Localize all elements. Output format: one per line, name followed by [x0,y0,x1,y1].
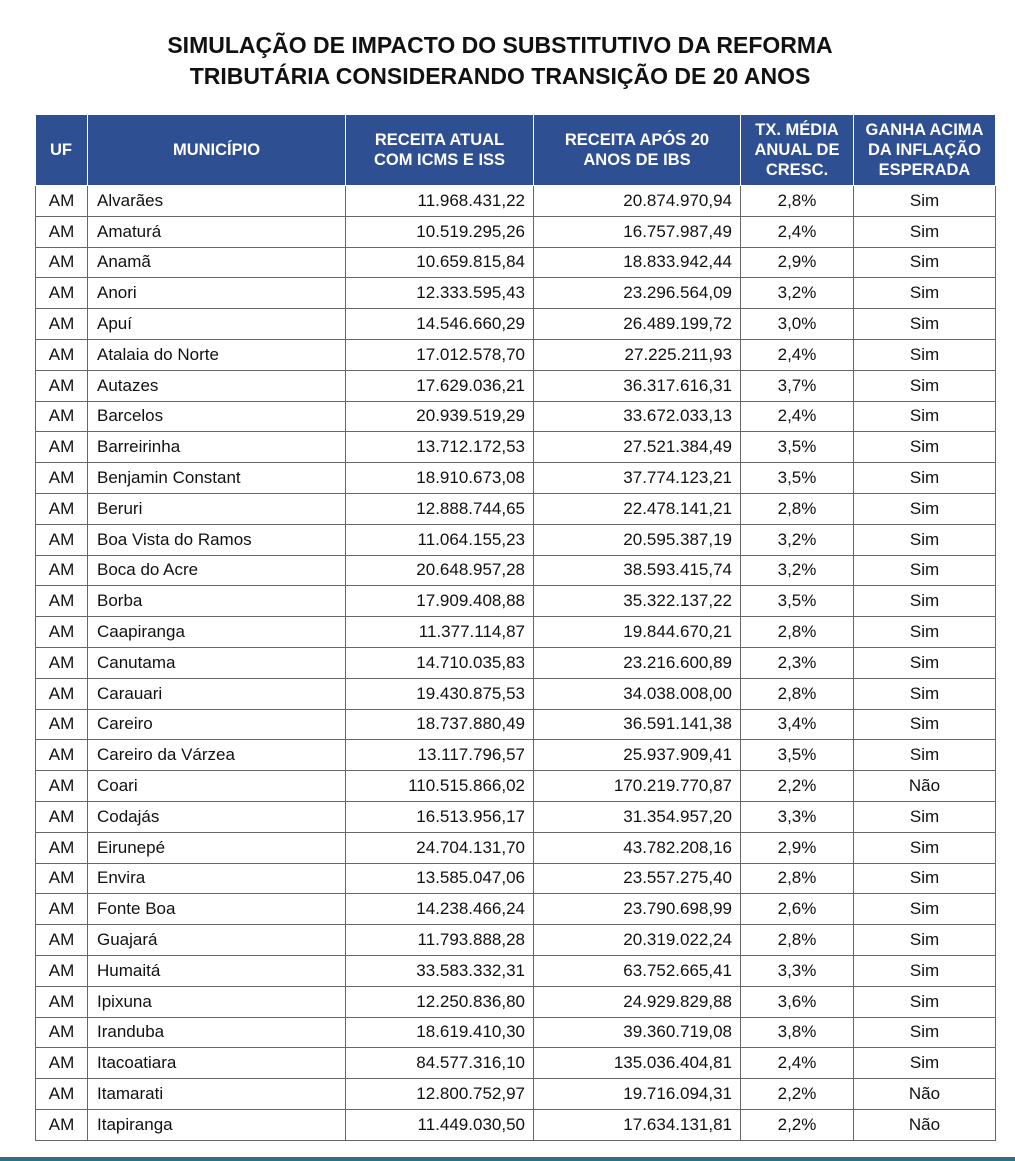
cell-uf: AM [36,463,88,494]
table-row [36,247,996,278]
cell-receita-atual: 13.117.796,57 [346,740,534,771]
header-ganha-line-1: GANHA ACIMA [865,121,984,139]
cell-municipio: Carauari [88,678,346,709]
cell-tx-media: 2,4% [741,339,854,370]
cell-tx-media: 2,6% [741,894,854,925]
table-row [36,524,996,555]
header-tx-media [741,115,854,186]
cell-receita-apos: 43.782.208,16 [534,832,741,863]
cell-tx-media: 2,2% [741,771,854,802]
cell-receita-atual: 12.250.836,80 [346,986,534,1017]
cell-tx-media: 2,8% [741,925,854,956]
title-line-2: TRIBUTÁRIA CONSIDERANDO TRANSIÇÃO DE 20 ANOS [189,63,811,89]
cell-receita-apos: 19.716.094,31 [534,1079,741,1110]
cell-receita-apos: 20.319.022,24 [534,925,741,956]
cell-tx-media: 2,8% [741,863,854,894]
cell-uf: AM [36,617,88,648]
cell-receita-atual: 18.737.880,49 [346,709,534,740]
header-receita-apos [534,115,741,186]
header-receita-atual-line-1: RECEITA ATUAL [374,131,505,149]
header-tx-media-line-3: CRESC. [765,161,829,179]
cell-uf: AM [36,801,88,832]
cell-municipio: Barreirinha [88,432,346,463]
cell-municipio: Boca do Acre [88,555,346,586]
cell-tx-media: 3,3% [741,801,854,832]
cell-uf: AM [36,1109,88,1140]
cell-municipio: Itapiranga [88,1109,346,1140]
table-row [36,955,996,986]
cell-municipio: Anori [88,278,346,309]
cell-uf: AM [36,740,88,771]
cell-receita-apos: 33.672.033,13 [534,401,741,432]
header-receita-apos-line-1: RECEITA APÓS 20 [564,131,710,149]
cell-receita-apos: 20.595.387,19 [534,524,741,555]
table-row [36,1079,996,1110]
cell-receita-atual: 20.648.957,28 [346,555,534,586]
cell-receita-apos: 170.219.770,87 [534,771,741,802]
cell-uf: AM [36,1079,88,1110]
cell-municipio: Atalaia do Norte [88,339,346,370]
cell-ganha: Sim [854,1017,996,1048]
cell-receita-atual: 13.712.172,53 [346,432,534,463]
cell-receita-atual: 16.513.956,17 [346,801,534,832]
cell-ganha: Sim [854,894,996,925]
cell-receita-atual: 11.968.431,22 [346,186,534,217]
cell-ganha: Não [854,1079,996,1110]
cell-receita-apos: 26.489.199,72 [534,309,741,340]
cell-receita-apos: 36.317.616,31 [534,370,741,401]
cell-receita-apos: 27.521.384,49 [534,432,741,463]
table-row [36,925,996,956]
cell-municipio: Coari [88,771,346,802]
table-row [36,401,996,432]
table-row [36,309,996,340]
header-ganha-line-3: ESPERADA [878,161,971,179]
cell-ganha: Sim [854,709,996,740]
cell-receita-apos: 25.937.909,41 [534,740,741,771]
table-row [36,1017,996,1048]
cell-uf: AM [36,863,88,894]
cell-municipio: Guajará [88,925,346,956]
cell-receita-atual: 12.888.744,65 [346,493,534,524]
cell-uf: AM [36,925,88,956]
cell-tx-media: 2,8% [741,186,854,217]
cell-receita-apos: 23.790.698,99 [534,894,741,925]
cell-receita-atual: 10.659.815,84 [346,247,534,278]
cell-receita-atual: 110.515.866,02 [346,771,534,802]
cell-tx-media: 2,8% [741,617,854,648]
cell-ganha: Sim [854,1048,996,1079]
cell-receita-atual: 12.333.595,43 [346,278,534,309]
header-receita-atual-line-2: COM ICMS E ISS [373,151,506,169]
cell-municipio: Barcelos [88,401,346,432]
cell-uf: AM [36,955,88,986]
cell-receita-apos: 24.929.829,88 [534,986,741,1017]
cell-ganha: Sim [854,493,996,524]
cell-uf: AM [36,432,88,463]
cell-tx-media: 2,9% [741,832,854,863]
cell-municipio: Alvarães [88,186,346,217]
cell-tx-media: 3,8% [741,1017,854,1048]
cell-municipio: Iranduba [88,1017,346,1048]
cell-ganha: Sim [854,186,996,217]
cell-uf: AM [36,493,88,524]
cell-ganha: Sim [854,401,996,432]
cell-tx-media: 3,2% [741,524,854,555]
cell-receita-apos: 36.591.141,38 [534,709,741,740]
cell-receita-apos: 135.036.404,81 [534,1048,741,1079]
cell-municipio: Amaturá [88,216,346,247]
cell-ganha: Sim [854,524,996,555]
cell-municipio: Apuí [88,309,346,340]
table-row [36,801,996,832]
cell-municipio: Careiro da Várzea [88,740,346,771]
cell-tx-media: 2,3% [741,647,854,678]
cell-receita-atual: 13.585.047,06 [346,863,534,894]
cell-municipio: Humaitá [88,955,346,986]
cell-uf: AM [36,771,88,802]
impact-table [35,114,996,1141]
cell-receita-apos: 23.216.600,89 [534,647,741,678]
cell-uf: AM [36,832,88,863]
table-row [36,986,996,1017]
cell-municipio: Benjamin Constant [88,463,346,494]
cell-ganha: Sim [854,617,996,648]
cell-receita-atual: 11.793.888,28 [346,925,534,956]
cell-municipio: Careiro [88,709,346,740]
title-line-1: SIMULAÇÃO DE IMPACTO DO SUBSTITUTIVO DA REFORMA [167,32,833,58]
cell-receita-apos: 18.833.942,44 [534,247,741,278]
cell-tx-media: 3,6% [741,986,854,1017]
cell-tx-media: 2,4% [741,216,854,247]
header-uf: UF [36,115,88,186]
table-body [36,186,996,1141]
cell-uf: AM [36,401,88,432]
cell-tx-media: 3,3% [741,955,854,986]
cell-uf: AM [36,186,88,217]
cell-ganha: Sim [854,832,996,863]
cell-ganha: Sim [854,555,996,586]
cell-ganha: Sim [854,647,996,678]
table-row [36,555,996,586]
table-row [36,863,996,894]
cell-receita-apos: 27.225.211,93 [534,339,741,370]
cell-receita-apos: 34.038.008,00 [534,678,741,709]
table-row [36,1048,996,1079]
cell-receita-apos: 17.634.131,81 [534,1109,741,1140]
cell-tx-media: 2,4% [741,1048,854,1079]
cell-municipio: Beruri [88,493,346,524]
cell-uf: AM [36,216,88,247]
cell-tx-media: 2,2% [741,1079,854,1110]
cell-municipio: Autazes [88,370,346,401]
cell-uf: AM [36,678,88,709]
table-row [36,740,996,771]
cell-receita-atual: 14.710.035,83 [346,647,534,678]
cell-uf: AM [36,894,88,925]
cell-receita-atual: 10.519.295,26 [346,216,534,247]
cell-receita-atual: 11.064.155,23 [346,524,534,555]
table-row [36,463,996,494]
cell-municipio: Anamã [88,247,346,278]
header-ganha-line-2: DA INFLAÇÃO [867,141,982,159]
cell-receita-atual: 17.629.036,21 [346,370,534,401]
cell-municipio: Borba [88,586,346,617]
table-row [36,370,996,401]
cell-uf: AM [36,524,88,555]
cell-tx-media: 3,5% [741,463,854,494]
bottom-bar [0,1157,1015,1161]
cell-ganha: Sim [854,586,996,617]
cell-uf: AM [36,709,88,740]
header-ganha [854,115,996,186]
cell-receita-apos: 23.296.564,09 [534,278,741,309]
table-row [36,493,996,524]
cell-uf: AM [36,555,88,586]
cell-uf: AM [36,309,88,340]
cell-municipio: Envira [88,863,346,894]
cell-receita-atual: 12.800.752,97 [346,1079,534,1110]
cell-receita-atual: 19.430.875,53 [346,678,534,709]
cell-municipio: Canutama [88,647,346,678]
table-row [36,832,996,863]
cell-receita-atual: 33.583.332,31 [346,955,534,986]
cell-ganha: Sim [854,247,996,278]
cell-receita-atual: 17.012.578,70 [346,339,534,370]
table-row [36,586,996,617]
cell-receita-apos: 19.844.670,21 [534,617,741,648]
cell-ganha: Sim [854,463,996,494]
table-row [36,216,996,247]
table-row [36,278,996,309]
cell-municipio: Fonte Boa [88,894,346,925]
cell-uf: AM [36,370,88,401]
table-row [36,432,996,463]
cell-receita-apos: 38.593.415,74 [534,555,741,586]
cell-municipio: Itamarati [88,1079,346,1110]
cell-ganha: Sim [854,339,996,370]
cell-receita-atual: 18.619.410,30 [346,1017,534,1048]
cell-municipio: Caapiranga [88,617,346,648]
cell-uf: AM [36,586,88,617]
cell-ganha: Sim [854,309,996,340]
cell-uf: AM [36,278,88,309]
cell-tx-media: 3,5% [741,586,854,617]
cell-ganha: Sim [854,278,996,309]
cell-municipio: Boa Vista do Ramos [88,524,346,555]
cell-tx-media: 2,9% [741,247,854,278]
table-row [36,339,996,370]
cell-tx-media: 2,8% [741,678,854,709]
table-row [36,894,996,925]
cell-receita-apos: 31.354.957,20 [534,801,741,832]
cell-ganha: Sim [854,432,996,463]
cell-ganha: Não [854,1109,996,1140]
cell-receita-atual: 84.577.316,10 [346,1048,534,1079]
cell-tx-media: 2,8% [741,493,854,524]
table-row [36,709,996,740]
cell-receita-apos: 63.752.665,41 [534,955,741,986]
cell-receita-apos: 39.360.719,08 [534,1017,741,1048]
cell-uf: AM [36,339,88,370]
cell-receita-atual: 14.238.466,24 [346,894,534,925]
header-tx-media-line-1: TX. MÉDIA [755,121,839,139]
cell-tx-media: 3,2% [741,555,854,586]
cell-tx-media: 2,4% [741,401,854,432]
cell-receita-atual: 11.449.030,50 [346,1109,534,1140]
cell-municipio: Eirunepé [88,832,346,863]
cell-ganha: Sim [854,986,996,1017]
cell-uf: AM [36,647,88,678]
cell-ganha: Não [854,771,996,802]
cell-receita-atual: 17.909.408,88 [346,586,534,617]
cell-tx-media: 2,2% [741,1109,854,1140]
table-row [36,647,996,678]
cell-uf: AM [36,1017,88,1048]
table-row [36,678,996,709]
cell-receita-atual: 11.377.114,87 [346,617,534,648]
cell-receita-apos: 22.478.141,21 [534,493,741,524]
cell-tx-media: 3,7% [741,370,854,401]
cell-municipio: Codajás [88,801,346,832]
cell-ganha: Sim [854,925,996,956]
table-row [36,186,996,217]
cell-receita-apos: 35.322.137,22 [534,586,741,617]
cell-receita-atual: 24.704.131,70 [346,832,534,863]
table-header [36,115,996,186]
cell-ganha: Sim [854,370,996,401]
cell-receita-atual: 18.910.673,08 [346,463,534,494]
cell-uf: AM [36,247,88,278]
table-row [36,1109,996,1140]
cell-ganha: Sim [854,955,996,986]
cell-ganha: Sim [854,863,996,894]
cell-ganha: Sim [854,801,996,832]
cell-tx-media: 3,2% [741,278,854,309]
cell-receita-apos: 16.757.987,49 [534,216,741,247]
header-municipio: MUNICÍPIO [88,115,346,186]
cell-receita-apos: 20.874.970,94 [534,186,741,217]
cell-tx-media: 3,4% [741,709,854,740]
cell-municipio: Ipixuna [88,986,346,1017]
cell-tx-media: 3,5% [741,432,854,463]
cell-tx-media: 3,5% [741,740,854,771]
cell-municipio: Itacoatiara [88,1048,346,1079]
cell-receita-atual: 20.939.519,29 [346,401,534,432]
cell-receita-atual: 14.546.660,29 [346,309,534,340]
cell-ganha: Sim [854,740,996,771]
table-row [36,617,996,648]
cell-tx-media: 3,0% [741,309,854,340]
cell-uf: AM [36,986,88,1017]
header-receita-apos-line-2: ANOS DE IBS [583,151,691,169]
cell-receita-apos: 37.774.123,21 [534,463,741,494]
page-title [0,30,1000,92]
cell-uf: AM [36,1048,88,1079]
header-receita-atual [346,115,534,186]
cell-receita-apos: 23.557.275,40 [534,863,741,894]
table-row [36,771,996,802]
header-tx-media-line-2: ANUAL DE [754,141,840,159]
cell-ganha: Sim [854,678,996,709]
cell-ganha: Sim [854,216,996,247]
